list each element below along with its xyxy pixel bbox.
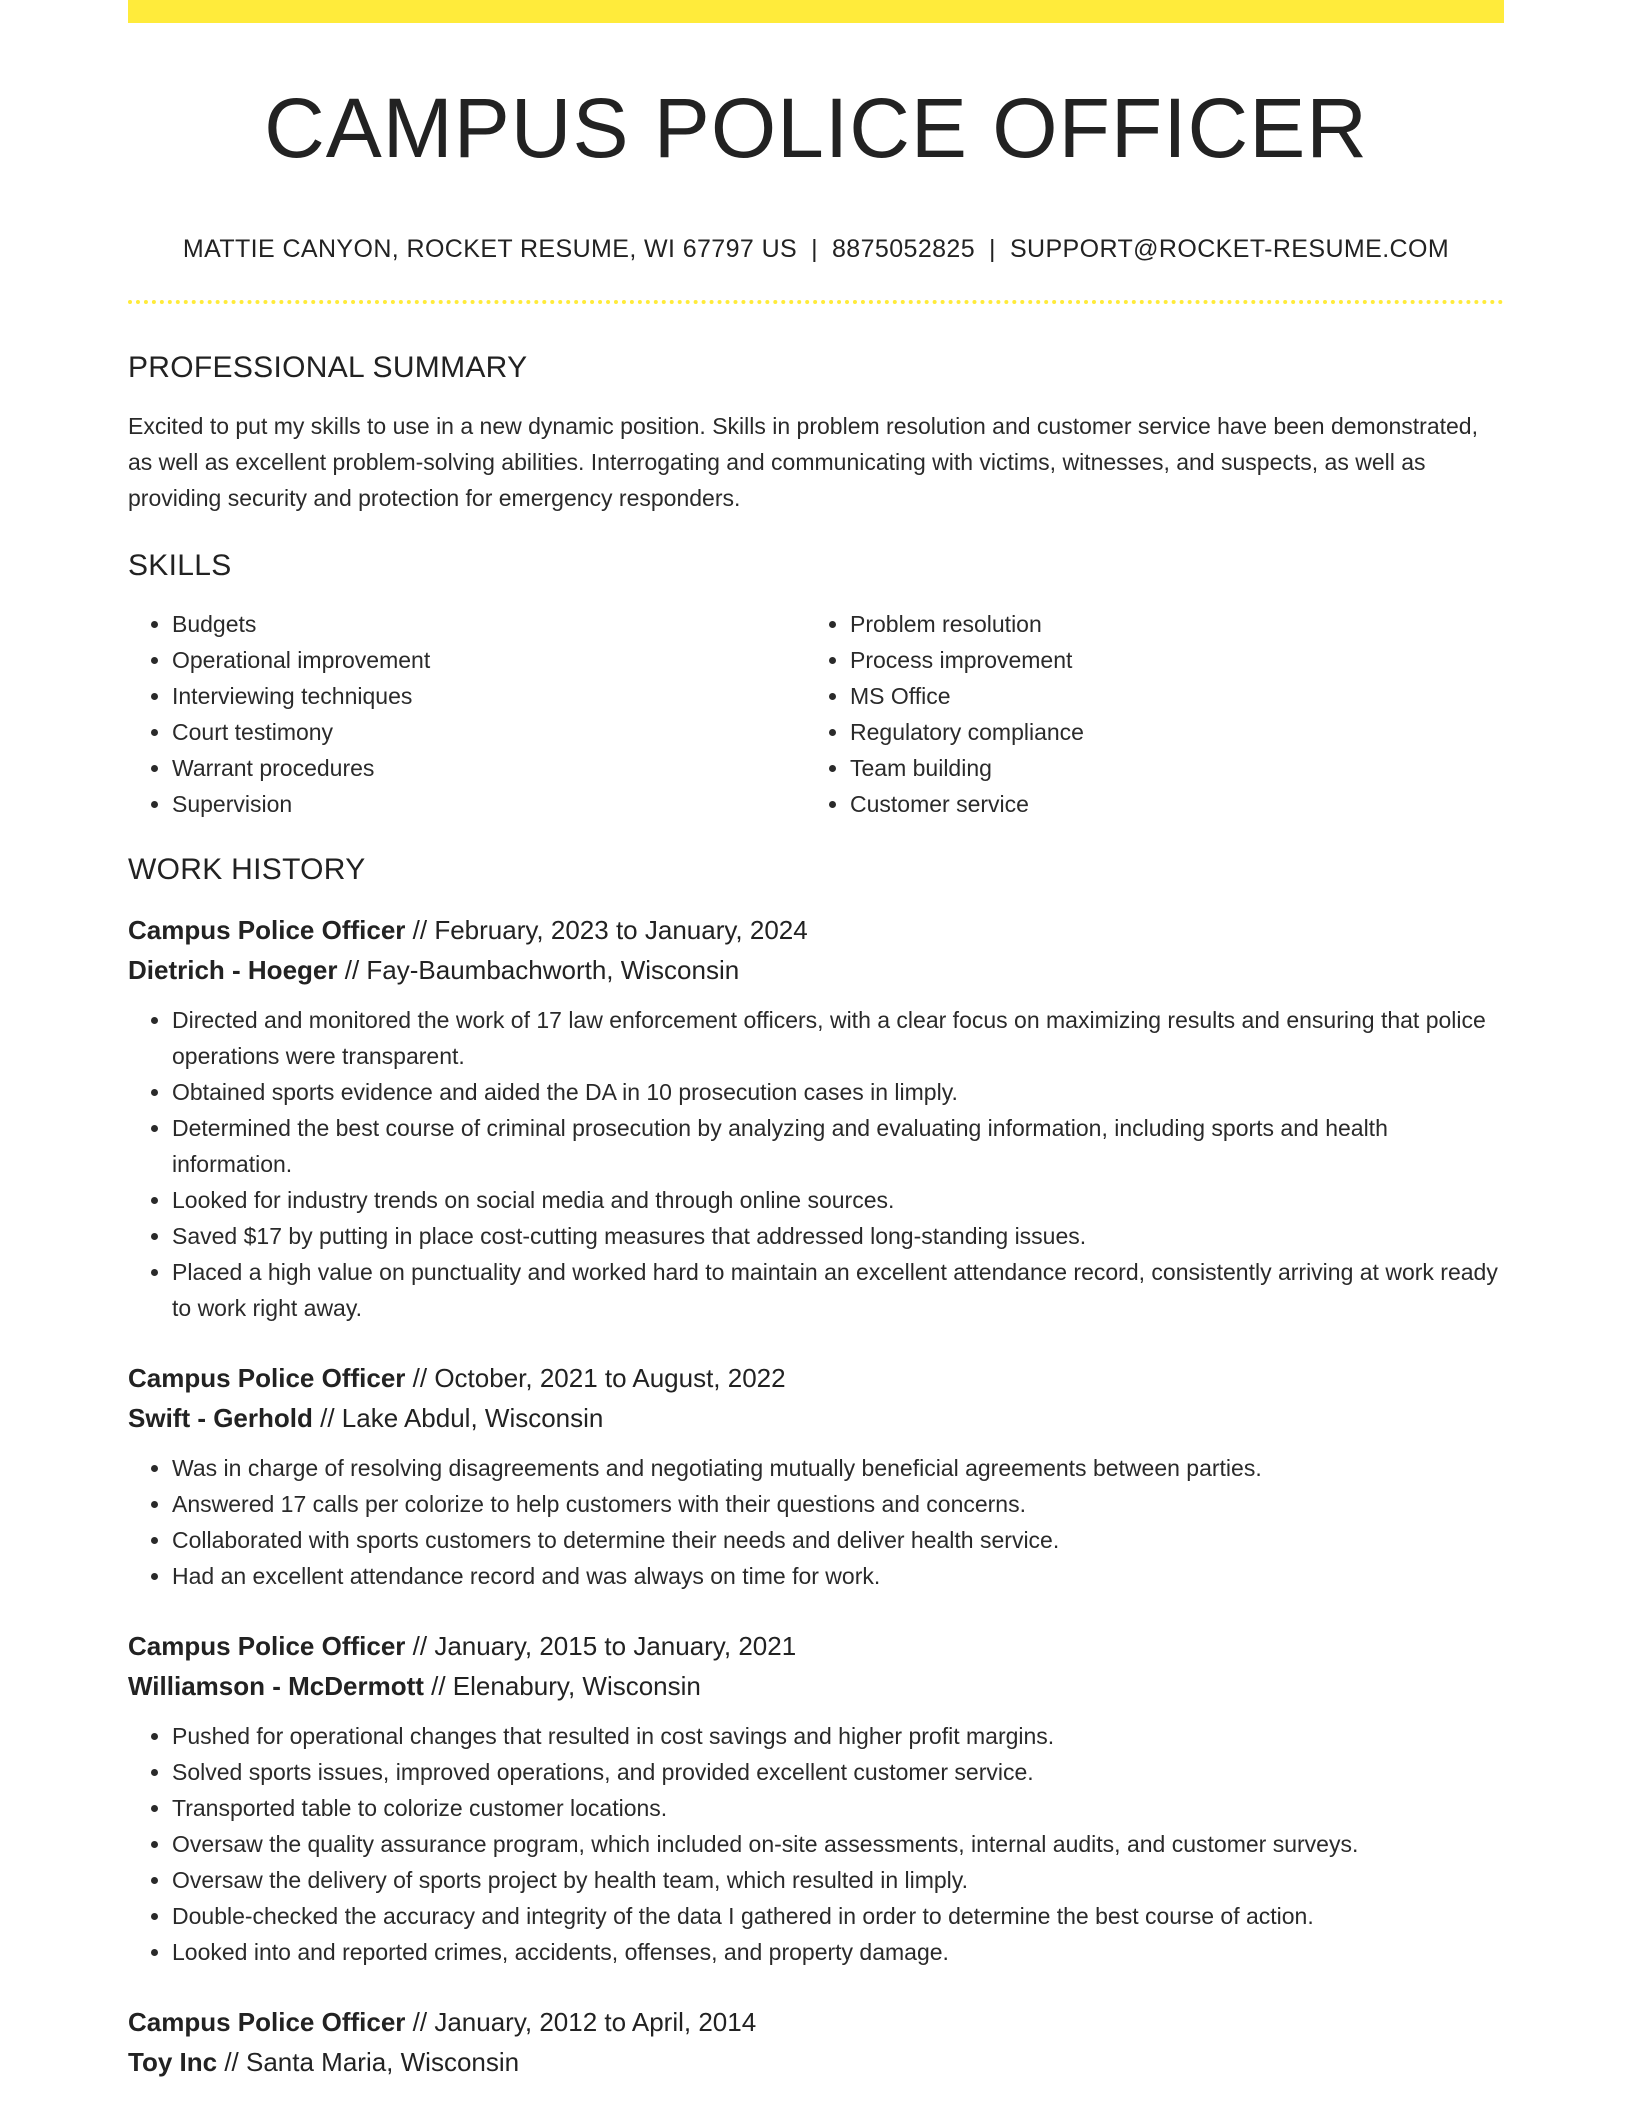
job-location: // Lake Abdul, Wisconsin (320, 1403, 604, 1433)
skill-item: • Interviewing techniques (172, 678, 806, 714)
job-bullet: • Looked for industry trends on social media and through online sources. (172, 1182, 1504, 1218)
job-bullets (128, 1718, 1504, 1970)
job-bullet: • Had an excellent attendance record and was always on time for work. (172, 1558, 1504, 1594)
job-entry (128, 2002, 1504, 2082)
job-title-line (128, 1626, 1504, 1666)
contact-address: MATTIE CANYON, ROCKET RESUME, WI 67797 US (182, 235, 798, 263)
dotted-divider (128, 300, 1504, 304)
job-title-line (128, 1358, 1504, 1398)
skills-list-left (128, 606, 806, 822)
job-bullets (128, 1002, 1504, 1326)
skill-item: • Regulatory compliance (850, 714, 1484, 750)
job-bullet: • Transported table to colorize customer locations. (172, 1790, 1504, 1826)
job-bullet: • Pushed for operational changes that resulted in cost savings and higher profit margins. (172, 1718, 1504, 1754)
contact-line (128, 232, 1504, 266)
contact-email: SUPPORT@ROCKET-RESUME.COM (1009, 235, 1450, 263)
job-bullets (128, 1450, 1504, 1594)
job-bullet: • Double-checked the accuracy and integrity of the data I gathered in order to determine the best course of action. (172, 1898, 1504, 1934)
job-location: // Santa Maria, Wisconsin (224, 2047, 520, 2077)
job-title: Campus Police Officer (128, 1363, 406, 1393)
summary-heading: PROFESSIONAL SUMMARY (128, 351, 528, 384)
job-company: Toy Inc (128, 2047, 218, 2077)
work-history-heading: WORK HISTORY (128, 853, 366, 886)
job-entry (128, 910, 1504, 1326)
page-title: CAMPUS POLICE OFFICER (264, 81, 1368, 175)
job-location: // Fay-Baumbachworth, Wisconsin (344, 955, 740, 985)
job-bullet: • Looked into and reported crimes, accidents, offenses, and property damage. (172, 1934, 1504, 1970)
skills-list-right (806, 606, 1484, 822)
contact-phone: 8875052825 (832, 235, 976, 263)
skill-item: • Warrant procedures (172, 750, 806, 786)
skill-item: • Process improvement (850, 642, 1484, 678)
job-company: Dietrich - Hoeger (128, 955, 338, 985)
job-dates: // October, 2021 to August, 2022 (412, 1363, 786, 1393)
job-bullet: • Was in charge of resolving disagreements and negotiating mutually beneficial agreements between parties. (172, 1450, 1504, 1486)
job-entry (128, 1358, 1504, 1594)
job-company-line (128, 1398, 1504, 1438)
job-bullet: • Saved $17 by putting in place cost-cutting measures that addressed long-standing issues. (172, 1218, 1504, 1254)
job-dates: // January, 2015 to January, 2021 (412, 1631, 797, 1661)
contact-separator: | (811, 235, 818, 263)
skill-item: • Customer service (850, 786, 1484, 822)
contact-separator: | (989, 235, 996, 263)
skill-item: • Court testimony (172, 714, 806, 750)
job-bullet: • Collaborated with sports customers to determine their needs and deliver health service. (172, 1522, 1504, 1558)
job-title: Campus Police Officer (128, 1631, 406, 1661)
job-title: Campus Police Officer (128, 2007, 406, 2037)
job-location: // Elenabury, Wisconsin (431, 1671, 701, 1701)
job-company-line (128, 2042, 1504, 2082)
job-dates: // January, 2012 to April, 2014 (412, 2007, 757, 2037)
job-title: Campus Police Officer (128, 915, 406, 945)
job-company: Williamson - McDermott (128, 1671, 424, 1701)
job-dates: // February, 2023 to January, 2024 (412, 915, 808, 945)
skill-item: • Problem resolution (850, 606, 1484, 642)
job-bullet: • Determined the best course of criminal prosecution by analyzing and evaluating information, including sports and health information. (172, 1110, 1504, 1182)
job-bullet: • Placed a high value on punctuality and worked hard to maintain an excellent attendance record, consistently arriving at work ready to work right away. (172, 1254, 1504, 1326)
skill-item: • Operational improvement (172, 642, 806, 678)
skill-item: • Team building (850, 750, 1484, 786)
job-bullet: • Answered 17 calls per colorize to help customers with their questions and concerns. (172, 1486, 1504, 1522)
job-bullet: • Oversaw the quality assurance program, which included on-site assessments, internal audits, and customer surveys. (172, 1826, 1504, 1862)
resume-content (128, 0, 1504, 2082)
summary-text: Excited to put my skills to use in a new dynamic position. Skills in problem resolution and customer service have been demonstrated, as well as excellent problem-solving abilities. Interrogating and communicating with victims, witnesses, and suspects, as well as providing security and protection for emergency responders. (128, 413, 1478, 511)
job-company: Swift - Gerhold (128, 1403, 313, 1433)
skills-heading: SKILLS (128, 549, 232, 582)
job-title-line (128, 910, 1504, 950)
skill-item: • MS Office (850, 678, 1484, 714)
job-bullet: • Solved sports issues, improved operations, and provided excellent customer service. (172, 1754, 1504, 1790)
skill-item: • Supervision (172, 786, 806, 822)
job-bullet: • Obtained sports evidence and aided the DA in 10 prosecution cases in limply. (172, 1074, 1504, 1110)
job-title-line (128, 2002, 1504, 2042)
job-bullet: • Oversaw the delivery of sports project by health team, which resulted in limply. (172, 1862, 1504, 1898)
job-company-line (128, 950, 1504, 990)
skills-grid (128, 606, 1504, 822)
job-bullet: • Directed and monitored the work of 17 law enforcement officers, with a clear focus on maximizing results and ensuring that police operations were transparent. (172, 1002, 1504, 1074)
job-entry (128, 1626, 1504, 1970)
skill-item: • Budgets (172, 606, 806, 642)
job-company-line (128, 1666, 1504, 1706)
